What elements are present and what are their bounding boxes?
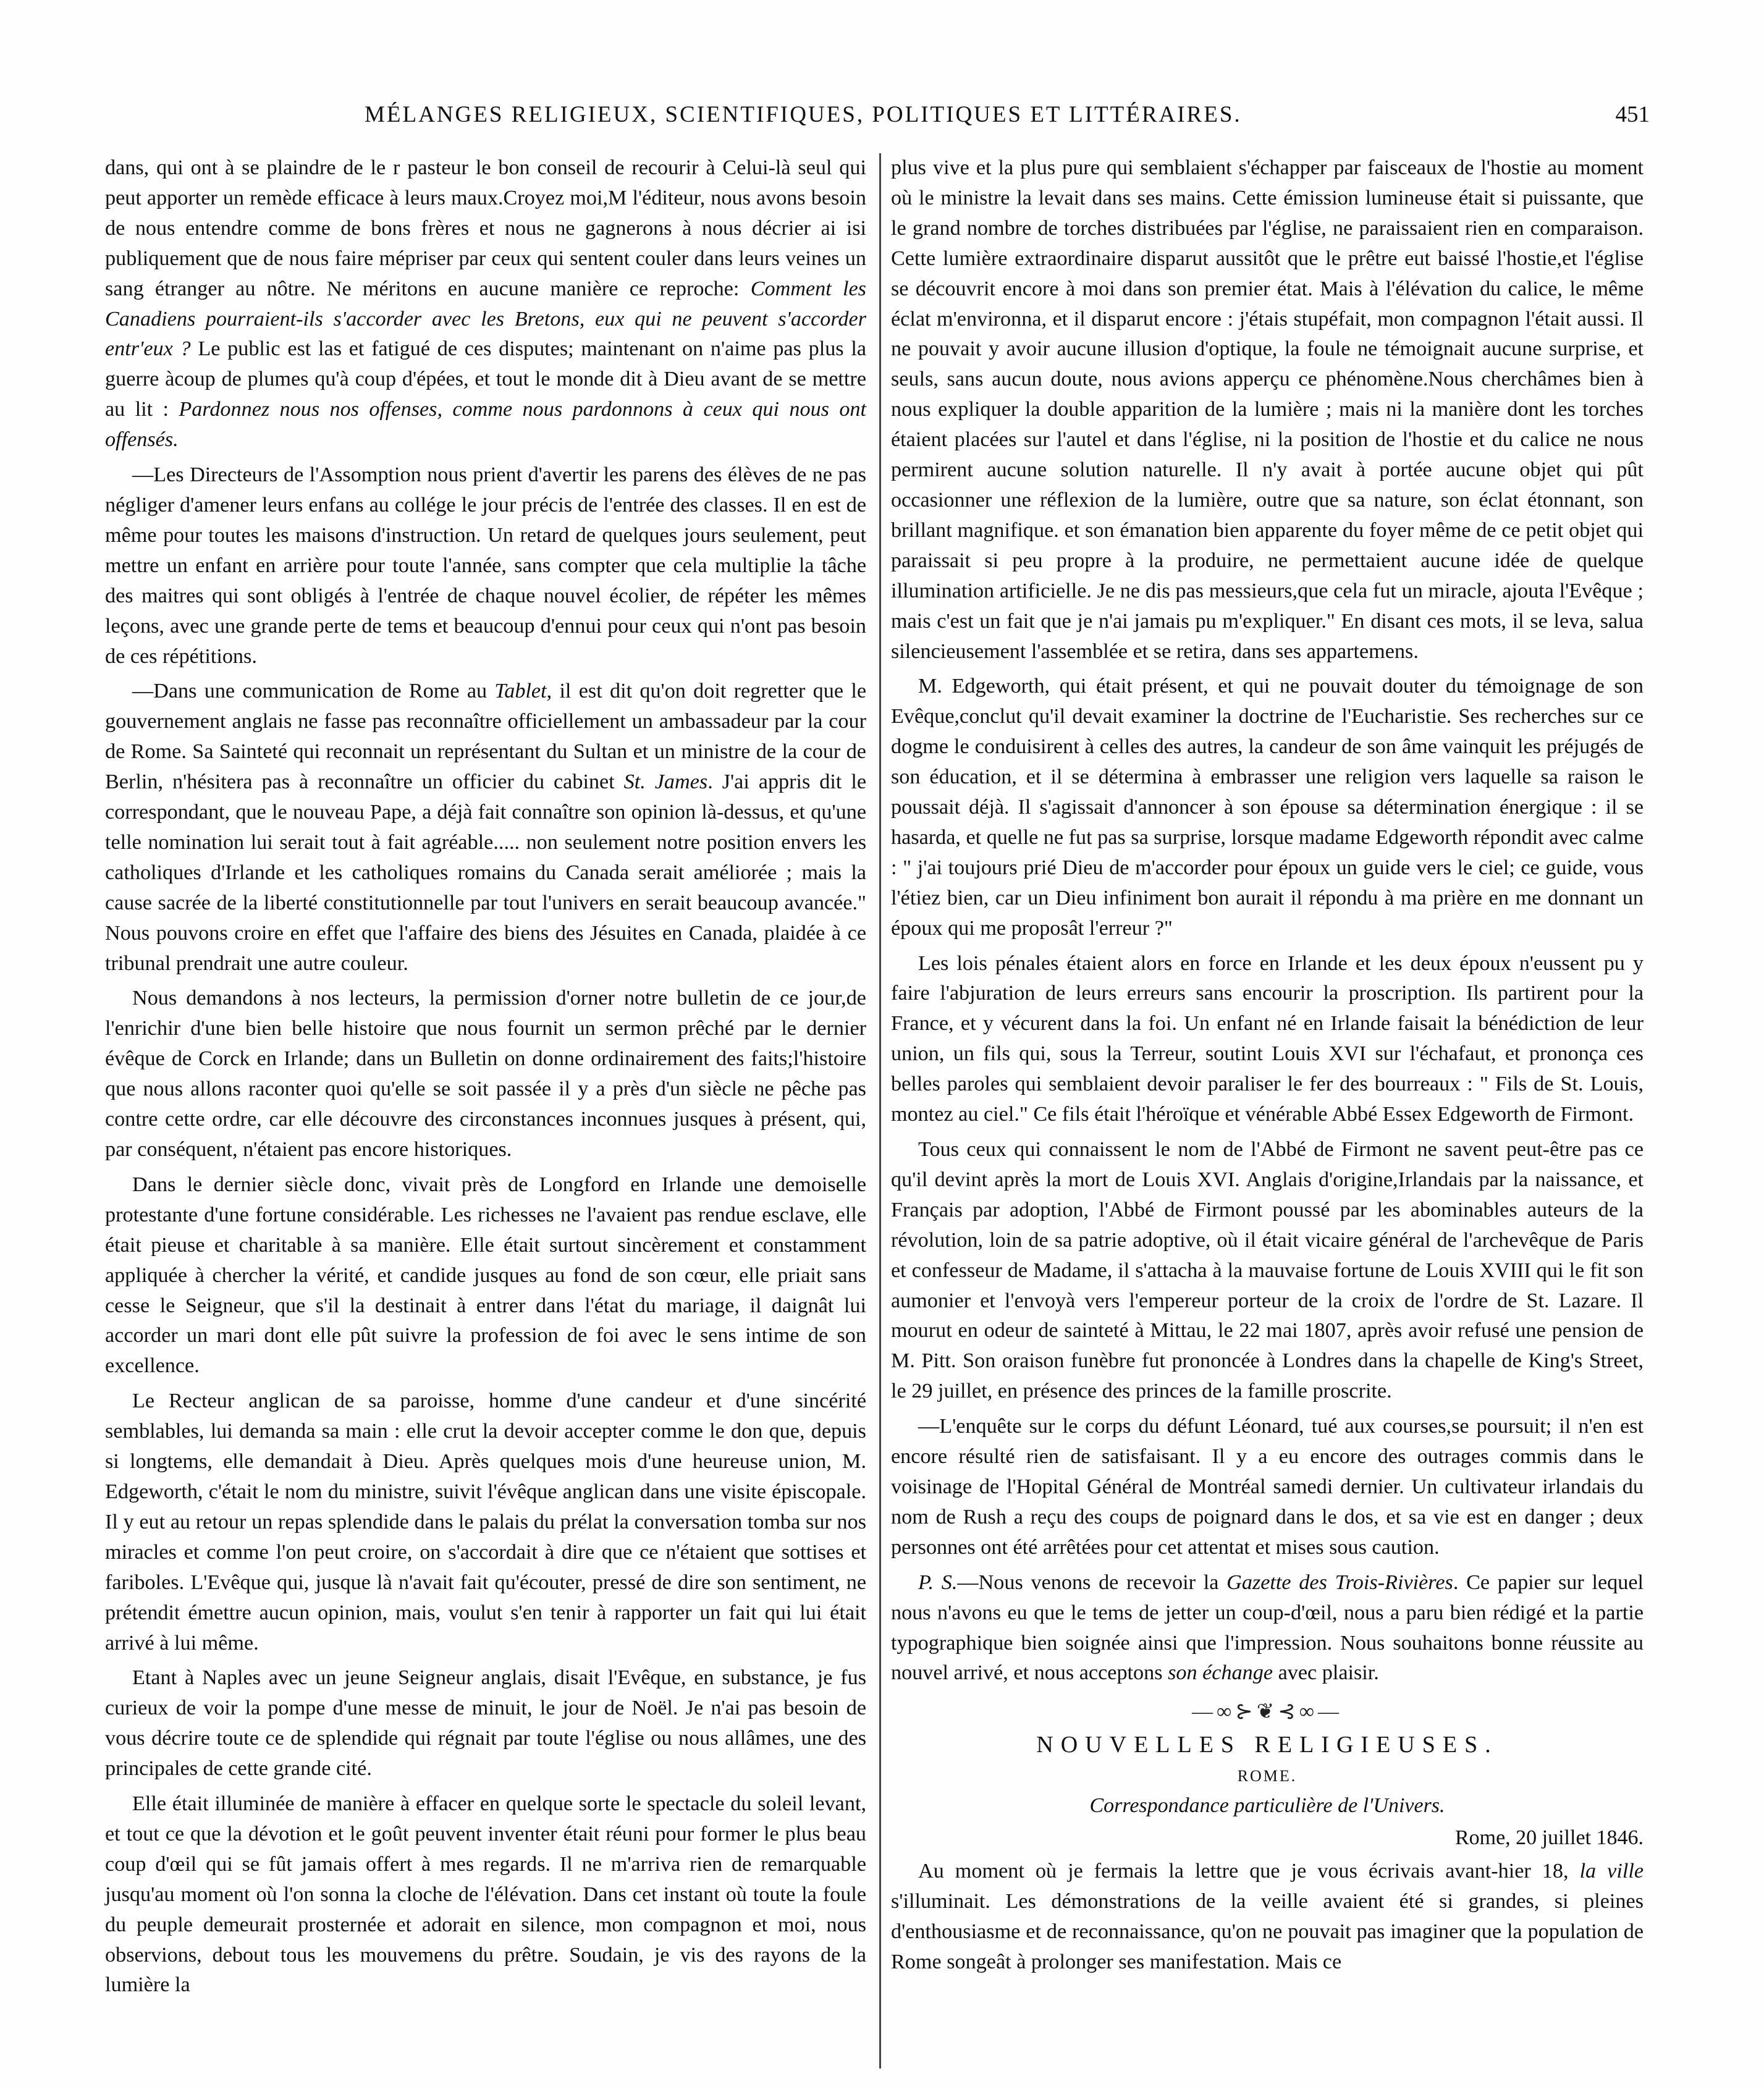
page-header xyxy=(105,101,1650,138)
right-column xyxy=(891,153,1644,1983)
article-paragraph: M. Edgeworth, qui était présent, et qui ne pouvait douter du témoignage de son Evêque,conclut qu'il devait examiner la doctrine de l'Eucharistie. Ses recherches sur ce dogme le conduisirent à celles des autres, la candeur de son âme vainquit les préjugés de son éducation, et il se détermina à embrasser une religion vers laquelle sa raison le poussait déjà. Il s'agissait d'annoncer à son épouse sa détermination énergique : il se hasarda, et quelle ne fut pas sa surprise, lorsque madame Edgeworth répondit avec calme : " j'ai toujours prié Dieu de m'accorder pour époux un guide vers le ciel; ce guide, vous l'étiez bien, car un Dieu infiniment bon aurait il répondu à ma prière en me donnant un époux qui me proposât l'erreur ?" xyxy=(891,675,1644,940)
article-paragraph: Au moment où je fermais la lettre que je vous écrivais avant-hier 18, la ville s'illuminait. Les démonstrations de la veille avaient été si grandes, si pleines d'enthousiasme et de reconnaissance, qu'on ne pouvait pas imaginer que la population de Rome songeât à prolonger ses manifestation. Mais ce xyxy=(891,1860,1644,1973)
left-column xyxy=(105,153,866,2005)
section-place: ROME. xyxy=(1237,1767,1298,1786)
page-number: 451 xyxy=(1615,102,1650,127)
dateline: Rome, 20 juillet 1846. xyxy=(1454,1826,1644,1850)
article-paragraph: Les lois pénales étaient alors en force en Irlande et les deux époux n'eussent pu y faire l'abjuration de leurs erreurs sans encourir la proscription. Ils partirent pour la France, et y vécurent dans la foi. Un enfant né en Irlande faisait la bénédiction de leur union, un fils qui, sous la Terreur, soutint Louis XVI sur l'échafaut, et prononça ces belles paroles qui semblaient devoir paraliser le fer des bourreaux : " Fils de St. Louis, montez au ciel." Ce fils était l'héroïque et vénérable Abbé Essex Edgeworth de Firmont. xyxy=(891,951,1644,1126)
article-paragraph: Le Recteur anglican de sa paroisse, homme d'une candeur et d'une sincérité semblables, lui demanda sa main : elle crut la devoir accepter comme le don que, depuis si longtems, elle demandait à Dieu. Après quelques mois d'une heureuse union, M. Edgeworth, c'était le nom du ministre, suivit l'évêque anglican dans une visite épiscopale. Il y eut au retour un repas splendide dans le palais du prélat la conversation tomba sur nos miracles et comme l'on peut croire, on s'accordait à dire que ce n'étaient que sottises et fariboles. L'Evêque qui, jusque là n'avait fait qu'écouter, pressé de dire son sentiment, ne prétendit émettre aucun opinion, mais, voulut s'en tenir à rapporter un fait qui lui était arrivé à lui même. xyxy=(105,1389,866,1655)
section-subtitle: Correspondance particulière de l'Univers. xyxy=(1089,1794,1445,1818)
section-title: NOUVELLES RELIGIEUSES. xyxy=(1036,1732,1498,1758)
article-paragraph: P. S.—Nous venons de recevoir la Gazette des Trois-Rivières. Ce papier sur lequel nous n'avons eu que le tems de jetter un coup-d'œil, nous a paru bien rédigé et la partie typographique bien soignée ainsi que l'impression. Nous souhaitons bonne réussite au nouvel arrivé, et nous acceptons son échange avec plaisir. xyxy=(891,1571,1644,1685)
article-paragraph: —Dans une communication de Rome au Tablet, il est dit qu'on doit regretter que le gouvernement anglais ne fasse pas reconnaître officiellement un ambassadeur par la cour de Rome. Sa Sainteté qui reconnait un représentant du Sultan et un ministre de la cour de Berlin, n'hésitera pas à reconnaître un officier du cabinet St. James. J'ai appris dit le correspondant, que le nouveau Pape, a déjà fait connaître son opinion là-dessus, et qu'une telle nomination lui serait tout à fait agréable..... non seulement notre position envers les catholiques d'Irlande et les catholiques romains du Canada serait améliorée ; mais la cause sacrée de la liberté constitutionnelle par tout l'univers en serait beaucoup avancée." Nous pouvons croire en effet que l'affaire des biens des Jésuites en Canada, plaidée à ce tribunal prendrait une autre couleur. xyxy=(105,680,867,975)
article-paragraph: dans, qui ont à se plaindre de le r pasteur le bon conseil de recourir à Celui-là seul qui peut apporter un remède efficace à leurs maux.Croyez moi,M l'éditeur, nous avons besoin de nous entendre comme de bons frères et nous ne gagnerons à nous décrier ai isi publiquement que de nous faire mépriser par ceux qui sentent couler dans leurs veines un sang étranger au nôtre. Ne méritons en aucune manière ce reproche: Comment les Canadiens pourraient-ils s'accorder avec les Bretons, eux qui ne peuvent s'accorder entr'eux ? Le public est las et fatigué de ces disputes; maintenant on n'aime pas plus la guerre àcoup de plumes qu'à coup d'épées, et tout le monde dit à Dieu avant de se mettre au lit : Pardonnez nous nos offenses, comme nous pardonnons à ceux qui nous ont offensés. xyxy=(105,156,867,452)
article-paragraph: Etant à Naples avec un jeune Seigneur anglais, disait l'Evêque, en substance, je fus curieux de voir la pompe d'une messe de minuit, le jour de Noël. Je n'ai pas besoin de vous décrire toute ce de splendide qui régnait par toute l'église ou nous allâmes, une des principales de cette grande cité. xyxy=(105,1666,866,1781)
article-paragraph: Tous ceux qui connaissent le nom de l'Abbé de Firmont ne savent peut-être pas ce qu'il devint après la mort de Louis XVI. Anglais d'origine,Irlandais par la naissance, et Français par adoption, l'Abbé de Firmont poussé par les abominables auteurs de la révolution, loin de sa patrie adoptive, où il était vicaire général de l'archevêque de Paris et confesseur de Madame, il s'attacha à la mauvaise fortune de Louis XVIII qui le fit son aumonier et l'envoyà vers l'empereur porteur de la croix de l'ordre de St. Lazare. Il mourut en odeur de sainteté à Mittau, le 22 mai 1807, après avoir refusé une pension de M. Pitt. Son oraison funèbre fut prononcée à Londres dans la chapelle de King's Street, le 29 juillet, en présence des princes de la famille proscrite. xyxy=(891,1138,1644,1403)
article-paragraph: —L'enquête sur le corps du défunt Léonard, tué aux courses,se poursuit; il n'en est encore résulté rien de satisfaisant. Il y a eu encore des outrages commis dans le voisinage de l'Hopital Général de Montréal samedi dernier. Un cultivateur irlandais du nom de Rush a reçu des coups de poignard dans le dos, et sa vie est en danger ; deux personnes ont été arrêtées pour cet attentat et mises sous caution. xyxy=(891,1415,1644,1559)
article-paragraph: Nous demandons à nos lecteurs, la permission d'orner notre bulletin de ce jour,de l'enrichir d'une bien belle histoire que nous fournit un sermon prêché par le dernier évêque de Corck en Irlande; dans un Bulletin on donne ordinairement des faits;l'histoire que nous allons raconter quoi qu'elle se soit passée il y a près d'un siècle ne pêche pas contre cette ordre, car elle découvre des circonstances inconnues jusques à présent, qui, par conséquent, n'étaient pas encore historiques. xyxy=(105,987,866,1161)
article-paragraph: plus vive et la plus pure qui semblaient s'échapper par faisceaux de l'hostie au moment où le ministre la levait dans ses mains. Cette émission lumineuse était si puissante, que le grand nombre de torches distribuées par l'église, ne paraissaient rien en comparaison. Cette lumière extraordinaire disparut aussitôt que le prêtre eut baissé l'hostie,et l'église se découvrit encore à moi dans son premier état. Mais à l'élévation du calice, le même éclat m'environna, et il disparut encore : j'étais stupéfait, mon compagnon l'était aussi. Il ne pouvait y avoir aucune illusion d'optique, la foule ne témoignait aucune surprise, et seuls, sans aucun doute, nous avions apperçu ce phénomène.Nous cherchâmes bien à nous expliquer la double apparition de la lumière ; mais ni la manière dont les torches étaient placées sur l'autel et dans l'église, ni la position de l'hostie et du calice ne nous permirent aucune solution naturelle. Il n'y avait à portée aucune objet qui pût occasionner une réflexion de la lumière, outre que sa nature, son éclat étonnant, son brillant magnifique. et son émanation bien apparente du foyer même de ce petit objet qui paraissait si peu propre à la produire, ne permettaient aucune idée de quelque illumination artificielle. Je ne dis pas messieurs,que cela fut un miracle, ajouta l'Evêque ; mais c'est un fait que je n'ai jamais pu m'expliquer." En disant ces mots, il se leva, salua silencieusement l'assemblée et se retira, dans ses appartemens. xyxy=(891,156,1644,663)
column-divider xyxy=(879,153,881,2068)
article-paragraph: Dans le dernier siècle donc, vivait près de Longford en Irlande une demoiselle protestante d'une fortune considérable. Les richesses ne l'avaient pas rendue esclave, elle était pieuse et charitable à sa manière. Elle était surtout sincèrement et constamment appliquée à chercher la vérité, et candide jusques au fond de son cœur, elle priait sans cesse le Seigneur, que s'il la destinait à entrer dans l'état du mariage, il daignât lui accorder un mari dont elle pût suivre la profession de foi avec le sens intime de son excellence. xyxy=(105,1173,866,1378)
running-title: MÉLANGES RELIGIEUX, SCIENTIFIQUES, POLITIQUES ET LITTÉRAIRES. xyxy=(365,102,1242,127)
article-paragraph: Elle était illuminée de manière à effacer en quelque sorte le spectacle du soleil levant, et tout ce que la dévotion et le goût peuvent inventer était réuni pour former le plus beau coup d'œil qui se fût jamais offert à mes regards. Il ne m'arriva rien de remarquable jusqu'au moment où l'on sonna la cloche de l'élévation. Dans cet instant où toute la foule du peuple demeurait prosternée et adorait en silence, mon compagnon et moi, nous observions, debout tous les mouvemens du prêtre. Soudain, je vis des rayons de la lumière la xyxy=(105,1792,866,1997)
article-paragraph: —Les Directeurs de l'Assomption nous prient d'avertir les parens des élèves de ne pas négliger d'amener leurs enfans au collége le jour précis de l'entrée des classes. Il en est de même pour toutes les maisons d'instruction. Un retard de quelques jours seulement, peut mettre un enfant en arrière pour toute l'année, sans compter que cela multiplie la tâche des maitres qui sont obligés à l'entrée de chaque nouvel écolier, de répéter les mêmes leçons, avec une grande perte de tems et beaucoup d'ennui pour ceux qui n'ont pas besoin de ces répétitions. xyxy=(105,463,866,668)
ornament-divider: —∞⊱❦⊰∞— xyxy=(1192,1700,1343,1724)
